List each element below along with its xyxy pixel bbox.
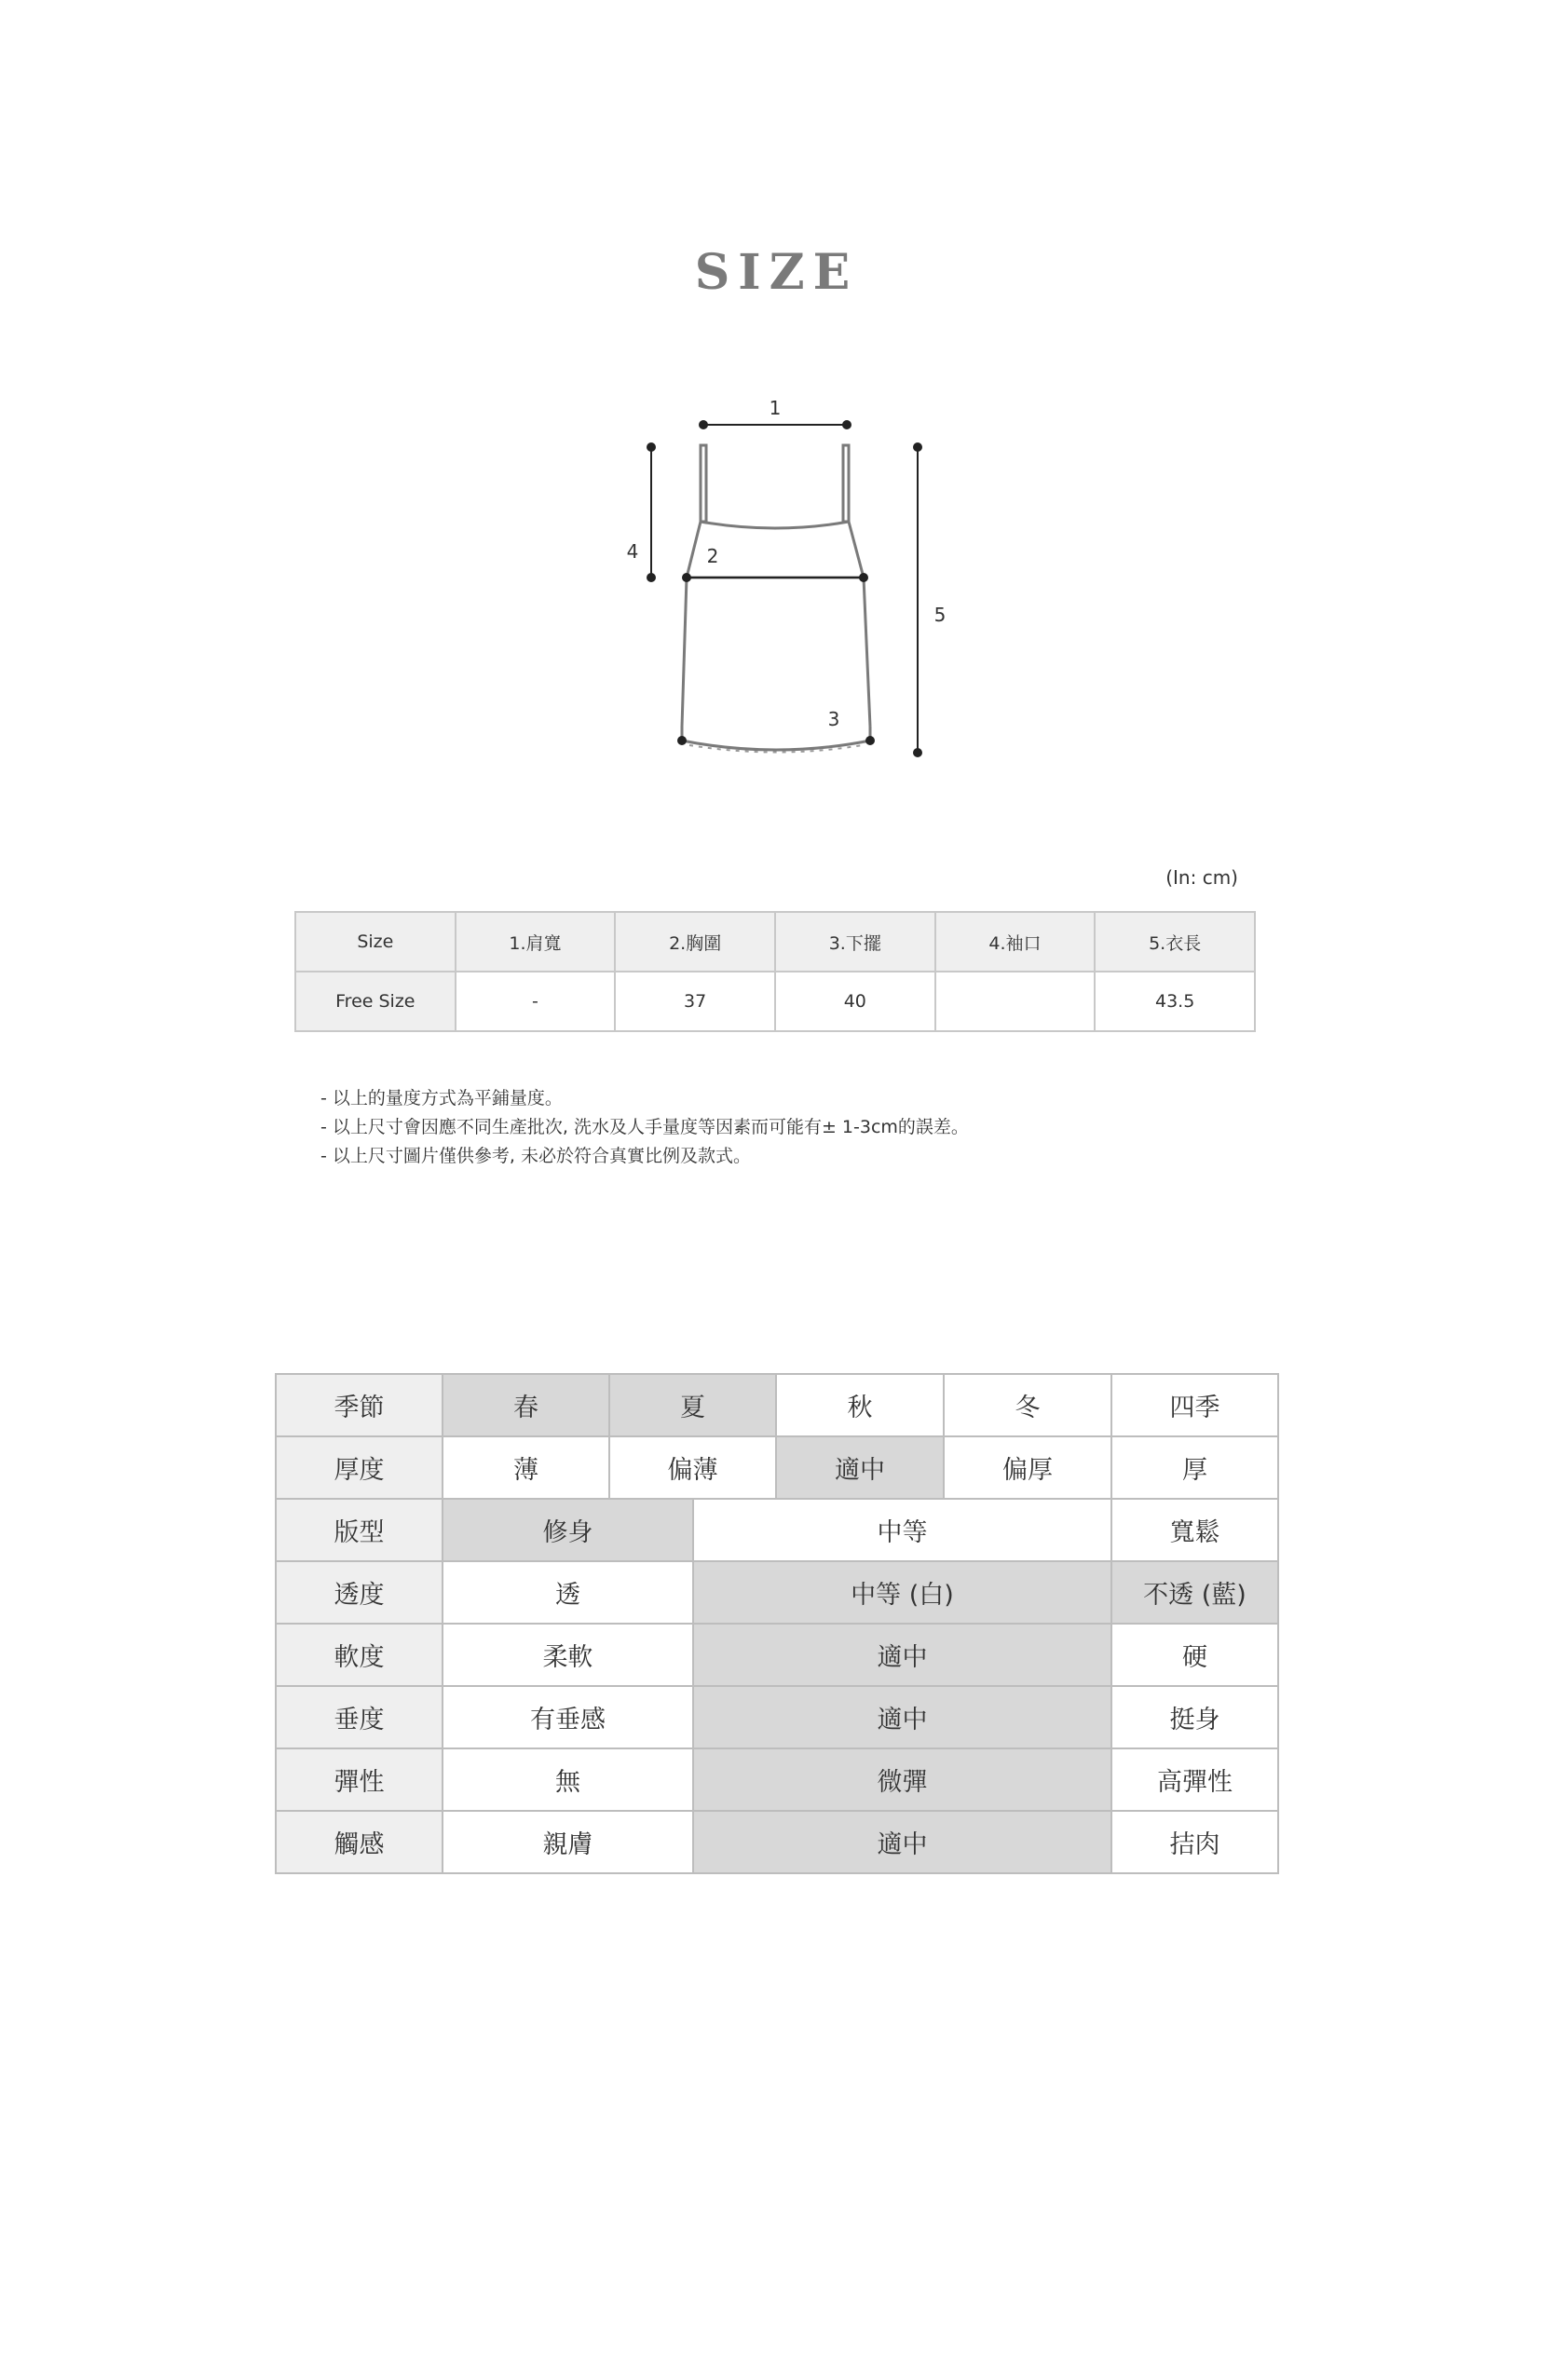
size-header-cell: 3.下擺 <box>775 912 935 972</box>
size-cell: - <box>456 972 616 1031</box>
size-cell <box>935 972 1096 1031</box>
note-line: - 以上尺寸會因應不同生產批次, 洗水及人手量度等因素而可能有± 1-3cm的誤差。 <box>320 1117 969 1137</box>
measure-5-line <box>914 443 921 756</box>
size-cell: 40 <box>775 972 935 1031</box>
note-line: - 以上尺寸圖片僅供參考, 未必於符合真實比例及款式。 <box>320 1146 751 1166</box>
transparency-option: 透 <box>443 1561 693 1624</box>
transparency-option: 中等 (白) <box>693 1561 1111 1624</box>
size-header-cell: Size <box>295 912 456 972</box>
elasticity-option: 微彈 <box>693 1748 1111 1811</box>
unit-label: (In: cm) <box>1165 866 1238 889</box>
fit-option: 寬鬆 <box>1111 1499 1278 1561</box>
measure-1-line <box>700 421 851 428</box>
fabric-label-drape: 垂度 <box>276 1686 443 1748</box>
season-option: 冬 <box>944 1374 1111 1436</box>
transparency-option: 不透 (藍) <box>1111 1561 1278 1624</box>
thickness-option: 偏薄 <box>609 1436 776 1499</box>
season-option: 夏 <box>609 1374 776 1436</box>
elasticity-option: 高彈性 <box>1111 1748 1278 1811</box>
fabric-row-fit <box>276 1499 1278 1561</box>
touch-option: 親膚 <box>443 1811 693 1873</box>
measure-label-3: 3 <box>827 708 840 730</box>
measure-label-4: 4 <box>626 540 639 563</box>
fabric-label-season: 季節 <box>276 1374 443 1436</box>
fabric-label-fit: 版型 <box>276 1499 443 1561</box>
softness-option: 硬 <box>1111 1624 1278 1686</box>
measure-label-2: 2 <box>706 545 719 567</box>
elasticity-option: 無 <box>443 1748 693 1811</box>
garment-measurement-diagram <box>0 0 1553 838</box>
thickness-option: 薄 <box>443 1436 609 1499</box>
fabric-row-season <box>276 1374 1278 1436</box>
fabric-row-thickness <box>276 1436 1278 1499</box>
fabric-label-touch: 觸感 <box>276 1811 443 1873</box>
fabric-row-touch <box>276 1811 1278 1873</box>
size-header-cell: 5.衣長 <box>1095 912 1255 972</box>
fabric-label-thickness: 厚度 <box>276 1436 443 1499</box>
size-header-cell: 2.胸圍 <box>615 912 775 972</box>
fabric-row-softness <box>276 1624 1278 1686</box>
measure-3-line <box>678 737 874 744</box>
touch-option: 拮肉 <box>1111 1811 1278 1873</box>
fabric-row-transparency <box>276 1561 1278 1624</box>
touch-option: 適中 <box>693 1811 1111 1873</box>
size-header-cell: 1.肩寬 <box>456 912 616 972</box>
size-table-header-row <box>295 912 1255 972</box>
table-row <box>295 972 1255 1031</box>
drape-option: 有垂感 <box>443 1686 693 1748</box>
measurement-notes <box>320 1084 969 1171</box>
camisole-outline <box>682 445 870 750</box>
fabric-attributes-table <box>275 1373 1279 1874</box>
thickness-option: 偏厚 <box>944 1436 1111 1499</box>
measure-label-5: 5 <box>933 604 947 626</box>
fabric-label-elasticity: 彈性 <box>276 1748 443 1811</box>
size-cell: 37 <box>615 972 775 1031</box>
size-row-label: Free Size <box>295 972 456 1031</box>
page-title: SIZE <box>694 244 859 301</box>
measure-2-line <box>683 574 867 581</box>
fabric-row-drape <box>276 1686 1278 1748</box>
fabric-row-elasticity <box>276 1748 1278 1811</box>
measure-label-1: 1 <box>769 397 782 419</box>
size-cell: 43.5 <box>1095 972 1255 1031</box>
fit-option: 修身 <box>443 1499 693 1561</box>
thickness-option: 適中 <box>776 1436 944 1499</box>
season-option: 秋 <box>776 1374 944 1436</box>
drape-option: 挺身 <box>1111 1686 1278 1748</box>
fabric-label-transparency: 透度 <box>276 1561 443 1624</box>
thickness-option: 厚 <box>1111 1436 1278 1499</box>
size-header-cell: 4.袖口 <box>935 912 1096 972</box>
measure-4-line <box>647 443 655 581</box>
fit-option: 中等 <box>693 1499 1111 1561</box>
drape-option: 適中 <box>693 1686 1111 1748</box>
softness-option: 適中 <box>693 1624 1111 1686</box>
fabric-label-softness: 軟度 <box>276 1624 443 1686</box>
size-table <box>294 911 1256 1032</box>
softness-option: 柔軟 <box>443 1624 693 1686</box>
season-option: 四季 <box>1111 1374 1278 1436</box>
note-line: - 以上的量度方式為平鋪量度。 <box>320 1088 563 1108</box>
season-option: 春 <box>443 1374 609 1436</box>
